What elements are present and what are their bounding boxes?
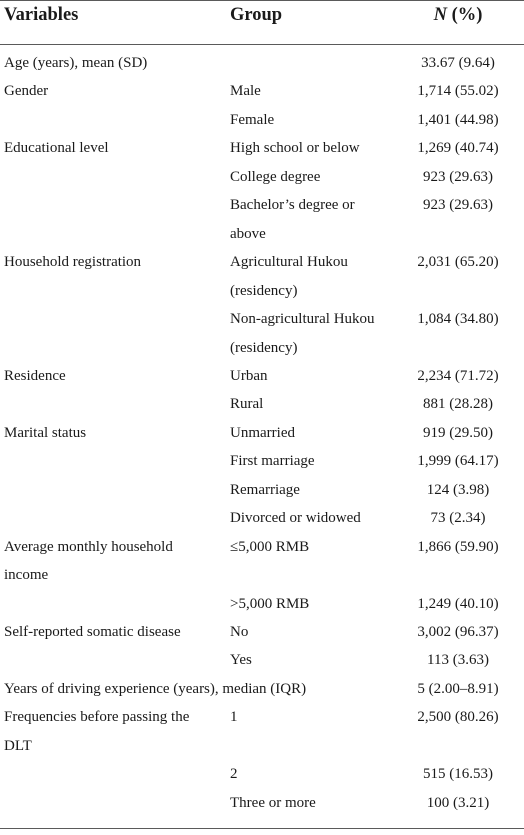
row-group: Urban xyxy=(230,367,268,384)
row-group: Female xyxy=(230,111,275,128)
row-n-percent: 1,401 (44.98) xyxy=(417,111,499,128)
row-variable: Residence xyxy=(4,367,66,384)
row-variable: income xyxy=(4,567,49,584)
row-group: Agricultural Hukou xyxy=(230,254,348,271)
row-n-percent: 1,999 (64.17) xyxy=(417,453,499,470)
row-group: College degree xyxy=(230,168,321,185)
row-group: Rural xyxy=(230,396,264,413)
row-group: Bachelor’s degree or xyxy=(230,197,355,214)
row-variable: Gender xyxy=(4,83,49,100)
row-n-percent: 923 (29.63) xyxy=(423,168,493,185)
row-n-percent: 881 (28.28) xyxy=(423,396,493,413)
row-group: 1 xyxy=(230,709,238,726)
row-group: Divorced or widowed xyxy=(230,510,361,527)
row-group: First marriage xyxy=(230,453,315,470)
row-n-percent: 113 (3.63) xyxy=(427,652,489,669)
row-group: >5,000 RMB xyxy=(230,595,310,612)
row-n-percent: 1,866 (59.90) xyxy=(417,538,499,555)
row-n-percent: 1,084 (34.80) xyxy=(417,311,499,328)
row-n-percent: 1,249 (40.10) xyxy=(417,595,499,612)
row-group: (residency) xyxy=(230,282,298,299)
row-group: Non-agricultural Hukou xyxy=(230,311,375,328)
row-n-percent: 2,234 (71.72) xyxy=(417,367,499,384)
row-group: 2 xyxy=(230,766,238,783)
row-variable: Average monthly household xyxy=(4,538,173,555)
row-n-percent: 919 (29.50) xyxy=(423,424,493,441)
row-variable: Marital status xyxy=(4,424,87,441)
header-group: Group xyxy=(230,5,283,25)
row-variable: DLT xyxy=(4,737,32,754)
header-n-label: N xyxy=(433,5,447,25)
row-variable: Frequencies before passing the xyxy=(4,709,190,726)
row-n-percent: 3,002 (96.37) xyxy=(417,624,499,640)
row-n-percent: 5 (2.00–8.91) xyxy=(417,680,499,697)
row-group: Male xyxy=(230,83,261,100)
row-group: ≤5,000 RMB xyxy=(230,538,310,555)
row-n-percent: 2,500 (80.26) xyxy=(417,709,499,726)
row-n-percent: 73 (2.34) xyxy=(430,510,486,527)
header-variables: Variables xyxy=(4,5,79,25)
table-header xyxy=(0,0,524,44)
row-n-percent: 515 (16.53) xyxy=(423,766,493,783)
table-header-rule xyxy=(0,44,524,45)
row-group: Yes xyxy=(230,652,252,669)
header-n-suffix: (%) xyxy=(446,5,483,25)
row-variable: Educational level xyxy=(4,140,109,157)
row-group: (residency) xyxy=(230,339,298,356)
row-variable: Self-reported somatic disease xyxy=(4,624,181,640)
row-n-percent: 1,269 (40.74) xyxy=(417,140,499,157)
row-n-percent: 100 (3.21) xyxy=(426,794,490,811)
row-n-percent: 2,031 (65.20) xyxy=(417,254,499,271)
row-group: above xyxy=(230,225,266,242)
table-bottom-rule xyxy=(0,828,524,829)
row-variable: Years of driving experience (years), median (IQR) xyxy=(4,680,307,697)
row-n-percent: 1,714 (55.02) xyxy=(417,83,499,100)
row-n-percent: 923 (29.63) xyxy=(423,197,493,214)
row-n-percent: 33.67 (9.64) xyxy=(421,55,495,71)
row-n-percent: 124 (3.98) xyxy=(426,481,490,498)
row-group: No xyxy=(230,624,249,640)
row-group: High school or below xyxy=(230,140,360,157)
row-variable: Household registration xyxy=(4,254,142,271)
row-variable: Age (years), mean (SD) xyxy=(4,55,148,71)
row-group: Unmarried xyxy=(230,424,295,441)
header-n-percent xyxy=(415,2,501,28)
row-group: Three or more xyxy=(230,794,316,811)
row-group: Remarriage xyxy=(230,481,300,498)
